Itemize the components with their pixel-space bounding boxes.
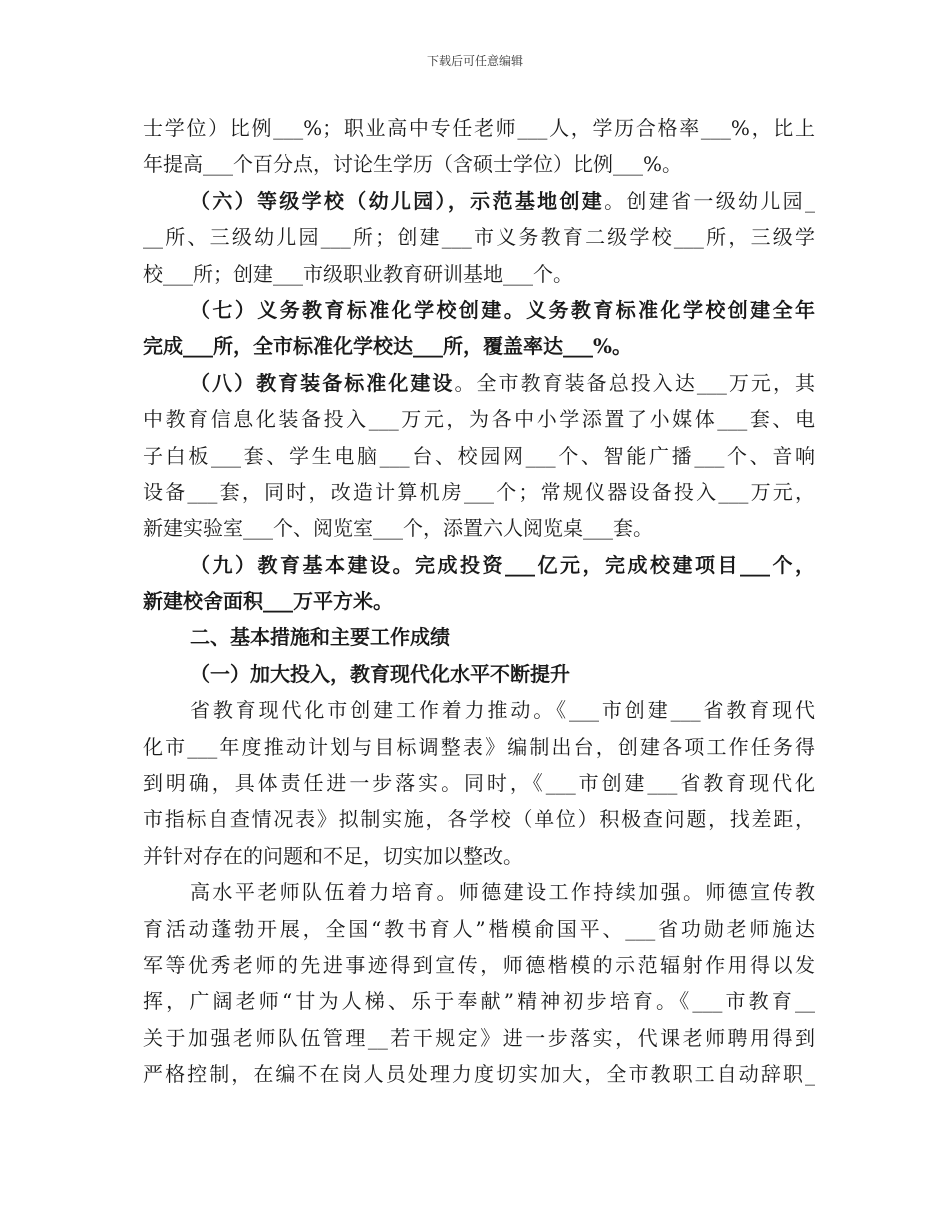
text-line — [143, 183, 815, 219]
text-line — [143, 401, 815, 437]
text-segment: 到明确，具体责任进一步落实。同时，《___市创建___省教育现代化 — [143, 771, 815, 796]
text-line — [143, 911, 815, 947]
text-line — [143, 1020, 815, 1056]
text-segment: 挥，广阔老师“甘为人梯、乐于奉献”精神初步培育。《___市教育__ — [143, 989, 815, 1014]
bold-text-segment: 二、基本措施和主要工作成绩 — [190, 625, 450, 650]
bold-text-segment: （一）加大投入，教育现代化水平不断提升 — [190, 661, 570, 686]
text-line — [143, 328, 815, 364]
text-line — [143, 547, 815, 583]
text-segment: 关于加强老师队伍管理__若干规定》进一步落实，代课老师聘用得到 — [143, 1025, 815, 1050]
text-line — [143, 256, 815, 292]
text-line — [143, 219, 815, 255]
text-line — [143, 765, 815, 801]
text-line — [143, 1056, 815, 1092]
text-line — [143, 874, 815, 910]
text-segment: 严格控制，在编不在岗人员处理力度切实加大，全市教职工自动辞职_ — [143, 1062, 815, 1087]
text-line — [143, 583, 815, 619]
document-body — [143, 110, 815, 1093]
text-segment: 士学位）比例___%；职业高中专任老师___人，学历合格率___%，比上 — [143, 116, 815, 140]
page-header: 下载后可任意编辑 — [426, 54, 523, 68]
text-line — [143, 146, 815, 182]
bold-text-segment: （八）教育装备标准化建设 — [190, 370, 455, 395]
text-segment: 子白板___套、学生电脑___台、校园网___个、智能广播___个、音响 — [143, 443, 815, 468]
text-line — [143, 656, 815, 692]
text-line — [143, 801, 815, 837]
text-line — [143, 947, 815, 983]
text-line — [143, 292, 815, 328]
bold-text-segment: 完成___所，全市标准化学校达___所，覆盖率达___%。 — [143, 334, 633, 359]
text-segment: 并针对存在的问题和不足，切实加以整改。 — [143, 843, 523, 868]
text-segment: 中教育信息化装备投入___万元，为各中小学添置了小媒体___套、电 — [143, 407, 815, 432]
bold-text-segment: （九）教育基本建设。完成投资___亿元，完成校建项目___个， — [190, 552, 815, 577]
text-segment: 。创建省一级幼儿园_ — [604, 188, 816, 213]
text-segment: 市指标自查情况表》拟制实施，各学校（单位）积极查问题，找差距， — [143, 807, 815, 832]
bold-text-segment: （七）义务教育标准化学校创建。义务教育标准化学校创建全年 — [190, 297, 815, 322]
text-segment: 省教育现代化市创建工作着力推动。《___市创建___省教育现代 — [190, 698, 815, 723]
bold-text-segment: 新建校舍面积___万平方米。 — [143, 589, 393, 614]
text-line — [143, 510, 815, 546]
text-segment: 育活动蓬勃开展，全国“教书育人”楷模俞国平、___省功勋老师施达 — [143, 916, 815, 941]
text-segment: 新建实验室___个、阅览室___个，添置六人阅览桌___套。 — [143, 516, 653, 541]
text-segment: 校___所；创建___市级职业教育研训基地___个。 — [143, 261, 573, 286]
text-segment: 军等优秀老师的先进事迹得到宣传，师德楷模的示范辐射作用得以发 — [143, 952, 815, 977]
text-segment: 设备___套，同时，改造计算机房___个；常规仪器设备投入___万元， — [143, 479, 815, 504]
text-line — [143, 110, 815, 146]
text-line — [143, 729, 815, 765]
text-line — [143, 983, 815, 1019]
text-line — [143, 365, 815, 401]
text-line — [143, 474, 815, 510]
text-line — [143, 838, 815, 874]
text-segment: 化市___年度推动计划与目标调整表》编制出台，创建各项工作任务得 — [143, 734, 815, 759]
bold-text-segment: （六）等级学校（幼儿园），示范基地创建 — [190, 188, 605, 213]
text-line — [143, 438, 815, 474]
text-segment: 年提高___个百分点，讨论生学历（含硕士学位）比例___%。 — [143, 152, 683, 177]
text-line — [143, 692, 815, 728]
text-segment: __所、三级幼儿园___所；创建___市义务教育二级学校___所，三级学 — [143, 225, 815, 250]
text-segment: 。全市教育装备总投入达___万元，其 — [454, 370, 816, 395]
text-line — [143, 619, 815, 655]
text-segment: 高水平老师队伍着力培育。师德建设工作持续加强。师德宣传教 — [190, 880, 815, 905]
